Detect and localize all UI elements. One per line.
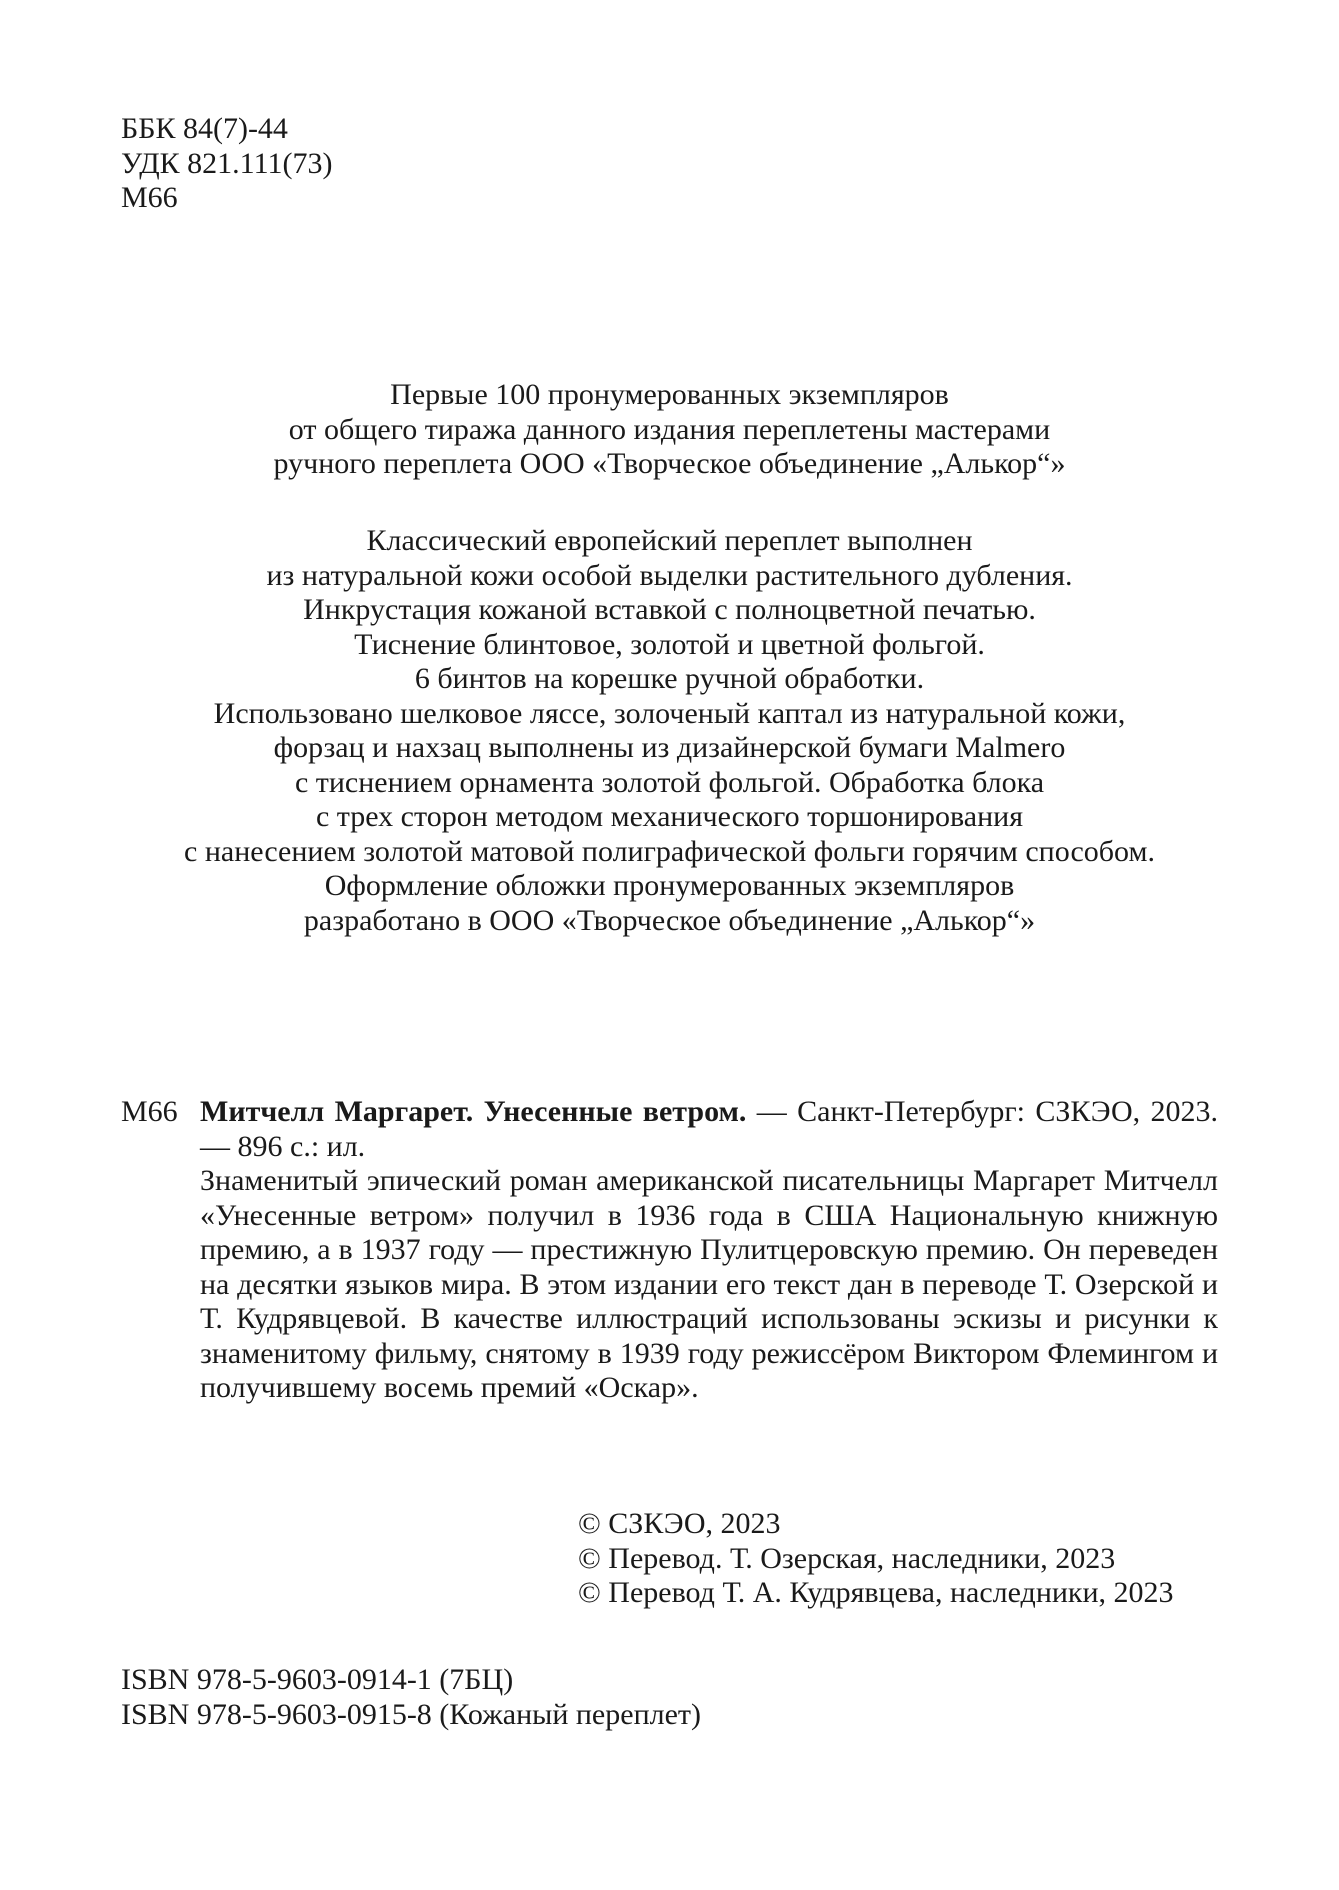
note-line: Тиснение блинтовое, золотой и цветной фольгой. xyxy=(354,627,985,661)
copyright-line: © Перевод Т. А. Кудрявцева, наследники, 2023 xyxy=(578,1576,1174,1609)
note-line: форзац и нахзац выполнены из дизайнерской бумаги Malmero xyxy=(273,731,1066,764)
bibliographic-record xyxy=(121,1095,1218,1406)
note-line: Оформление обложки пронумерованных экземпляров xyxy=(324,869,1015,902)
author-mark: М66 xyxy=(121,181,178,214)
note-line: 6 бинтов на корешке ручной обработки. xyxy=(414,662,925,695)
note-line: Использовано шелковое ляссе, золоченый каптал из натуральной кожи, xyxy=(213,696,1126,730)
note-line: Первые 100 пронумерованных экземпляров xyxy=(390,378,949,411)
note-line: ручного переплета ООО «Творческое объединение „Алькор“» xyxy=(273,447,1066,480)
isbn-line: ISBN 978-5-9603-0914-1 (7БЦ) xyxy=(121,1663,514,1696)
numbered-copies-note xyxy=(121,378,1218,482)
isbn-block xyxy=(121,1663,701,1732)
udk-code: УДК 821.111(73) xyxy=(121,146,333,180)
copyright-line: © СЗКЭО, 2023 xyxy=(578,1507,781,1540)
biblio-code: М66 xyxy=(121,1095,178,1128)
biblio-heading xyxy=(121,1095,1218,1164)
imprint: — Санкт-Петербург: СЗКЭО, 2023. — 896 с.: ил. xyxy=(200,1095,1218,1163)
note-line: с тиснением орнамента золотой фольгой. Обработка блока xyxy=(294,765,1045,799)
classification-block xyxy=(121,112,332,216)
author-title: Митчелл Маргарет. Унесенные ветром. xyxy=(200,1095,747,1128)
note-line: Классический европейский переплет выполнен xyxy=(366,524,973,557)
note-line: с трех сторон методом механического торшонирования xyxy=(315,800,1024,833)
bbk-code: ББК 84(7)-44 xyxy=(121,112,288,145)
note-line: Инкрустация кожаной вставкой с полноцветной печатью. xyxy=(303,593,1036,626)
binding-description-note xyxy=(121,524,1218,938)
note-line: разработано в ООО «Творческое объединение „Алькор“» xyxy=(303,903,1036,937)
note-line: с нанесением золотой матовой полиграфической фольги горячим способом. xyxy=(184,834,1155,868)
isbn-line: ISBN 978-5-9603-0915-8 (Кожаный переплет) xyxy=(121,1697,702,1731)
note-line: от общего тиража данного издания переплетены мастерами xyxy=(288,412,1051,446)
note-line: из натуральной кожи особой выделки растительного дубления. xyxy=(266,558,1073,592)
copyright-block xyxy=(578,1507,1174,1611)
biblio-description xyxy=(200,1095,1218,1164)
copyright-line: © Перевод. Т. Озерская, наследники, 2023 xyxy=(578,1541,1116,1575)
annotation: Знаменитый эпический роман американской писательницы Маргарет Митчелл «Унесенные ветром» получил в 1936 года в США Национальную книжную премию, а в 1937 году — престижную Пулитцеровскую премию. Он переведен на десятки языков мира. В этом издании его текст дан в переводе Т. Озерской и Т. Кудрявцевой. В качестве иллюстраций использованы эскизы и рисунки к знаменитому фильму, снятому в 1939 году режиссёром Виктором Флемингом и получившему восемь премий «Оскар». xyxy=(200,1164,1218,1404)
